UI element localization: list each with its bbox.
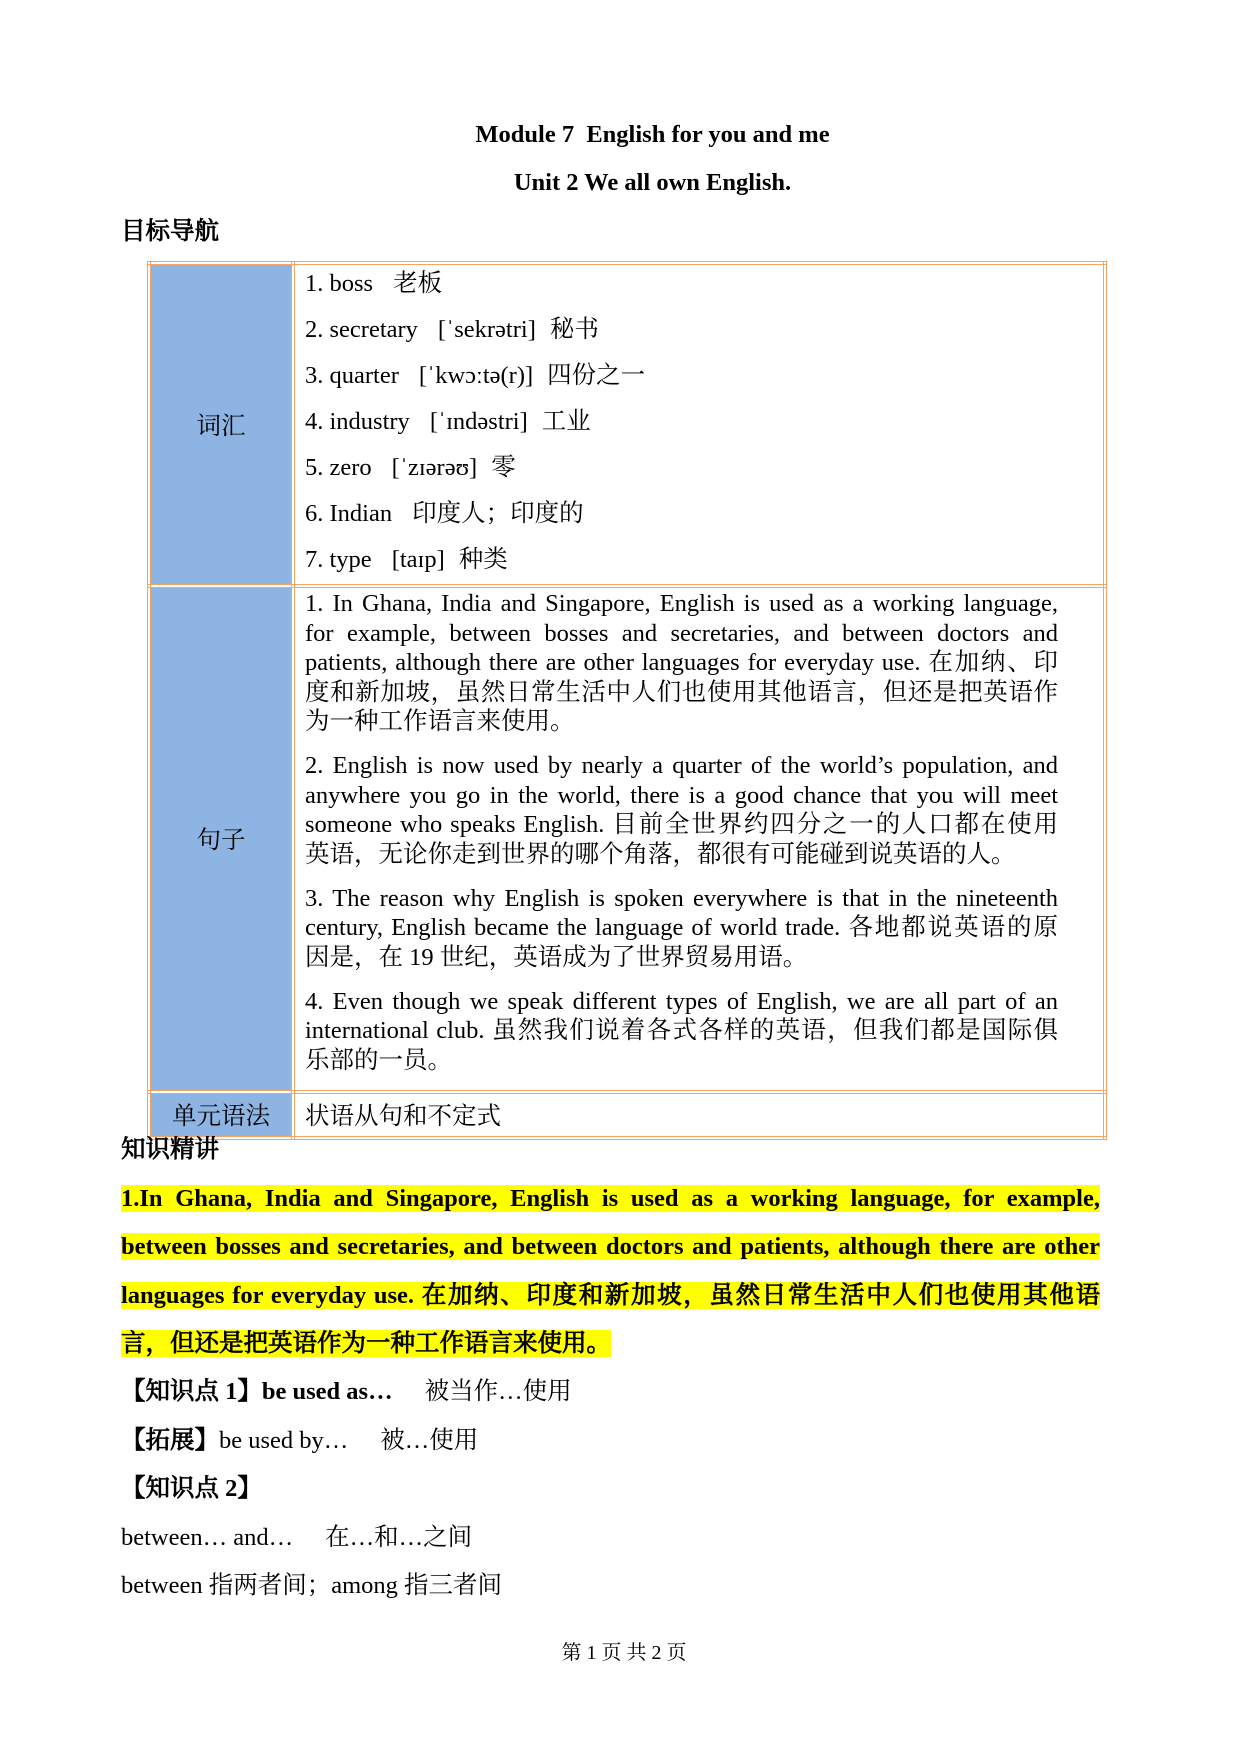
sentence-line: 英语，无论你走到世界的哪个角落，都很有可能碰到说英语的人。 (305, 840, 1016, 868)
sentence-1 (305, 589, 1058, 737)
knowledge-heading: 知识精讲 (121, 1136, 219, 1164)
point-1-label: 【知识点 1】be used as… (121, 1378, 393, 1406)
extend-phrase: be used by… (219, 1426, 349, 1454)
vocab-item (305, 537, 1058, 583)
module-title: Module 7 English for you and me (475, 121, 830, 148)
highlight-text: 1.In Ghana, India and Singapore, English is used as a working language, for example, (121, 1184, 1100, 1212)
sentence-line: 2. English is now used by nearly a quarter of the world’s population, and (305, 752, 1058, 779)
highlight-line (121, 1175, 1100, 1223)
sentences-label-cell (149, 586, 293, 1092)
vocab-term: 6. Indian (305, 500, 393, 527)
vocab-term: 3. quarter (305, 362, 399, 389)
extend-line (121, 1417, 1100, 1465)
vocab-meaning: 四份之一 (547, 362, 646, 389)
highlight-line (121, 1223, 1100, 1271)
point-2-note: between 指两者间；among 指三者间 (121, 1571, 503, 1599)
sentence-line: 为一种工作语言来使用。 (305, 708, 575, 735)
vocab-term: 5. zero (305, 454, 372, 481)
goals-heading: 目标导航 (121, 218, 219, 245)
vocab-meaning: 秘书 (549, 316, 599, 343)
extend-meaning: 被…使用 (380, 1426, 479, 1454)
point-2-phrase-line (121, 1514, 1100, 1562)
vocab-meaning: 种类 (458, 546, 508, 573)
sentence-line: 乐部的一员。 (305, 1046, 452, 1074)
vocab-term: 7. type (305, 546, 372, 573)
sentences-label: 句子 (196, 827, 246, 855)
point-2-label: 【知识点 2】 (121, 1475, 262, 1503)
point-2-phrase: between… and… (121, 1523, 294, 1551)
vocab-term: 1. boss (305, 270, 374, 297)
sentences-row (149, 586, 1105, 1092)
vocab-item (305, 353, 1058, 399)
point-1-meaning: 被当作…使用 (424, 1378, 572, 1406)
sentence-line: 4. Even though we speak different types of English, we are all part of an (305, 987, 1058, 1015)
vocab-list (305, 263, 1058, 583)
sentence-line: 度和新加坡，虽然日常生活中人们也使用其他语言，但还是把英语作 (305, 678, 1058, 706)
point-1-line (121, 1368, 1100, 1416)
vocab-item (305, 445, 1058, 491)
unit-title: Unit 2 We all own English. (513, 169, 792, 196)
highlight-text: 言，但还是把英语作为一种工作语言来使用。 (121, 1329, 611, 1357)
extend-label: 【拓展】 (121, 1426, 219, 1454)
sentence-line: 3. The reason why English is spoken everywhere is that in the nineteenth (305, 884, 1058, 912)
sentence-line: 1. In Ghana, India and Singapore, English is used as a working language, (305, 590, 1058, 617)
vocab-cell (293, 263, 1105, 586)
sentence-3 (305, 884, 1058, 973)
sentence-4 (305, 987, 1058, 1076)
sentence-line: international club. 虽然我们说着各式各样的英语，但我们都是国际俱 (305, 1017, 1058, 1044)
vocab-phonetic: [ˈkwɔːtə(r)] (418, 362, 534, 389)
point-2-line (121, 1465, 1100, 1513)
sentence-line: 因是，在 19 世纪，英语成为了世界贸易用语。 (305, 943, 808, 971)
sentence-line: anywhere you go in the world, there is a good chance that you will meet (305, 781, 1058, 809)
highlight-text: between bosses and secretaries, and between doctors and patients, although there are other (121, 1233, 1100, 1261)
goals-table (147, 261, 1107, 1140)
vocab-phonetic: [ˈɪndəstri] (429, 408, 528, 435)
vocab-label: 词汇 (196, 413, 246, 440)
sentence-line: century, English became the language of world trade. 各地都说英语的原 (305, 914, 1058, 941)
vocab-meaning: 零 (491, 454, 516, 481)
vocab-phonetic: [ˈsekrətri] (437, 316, 536, 343)
sentences-cell (293, 586, 1105, 1092)
vocab-phonetic: [taɪp] (391, 546, 445, 573)
vocab-meaning: 工业 (541, 408, 591, 435)
vocab-term: 4. industry (305, 408, 410, 435)
sentence-line: someone who speaks English. 目前全世界约四分之一的人口都在使用 (305, 811, 1058, 838)
vocab-row (149, 263, 1105, 586)
vocab-item (305, 307, 1058, 353)
vocab-phonetic: [ˈzɪərəʊ] (391, 454, 478, 481)
knowledge-section (121, 1126, 1100, 1610)
grammar-text: 状语从句和不定式 (305, 1103, 501, 1130)
vocab-item (305, 491, 1058, 537)
vocab-meaning: 印度人；印度的 (412, 500, 584, 527)
sentence-line: for example, between bosses and secretaries, and between doctors and (305, 619, 1058, 647)
page-footer: 第 1 页 共 2 页 (561, 1642, 687, 1664)
grammar-label: 单元语法 (172, 1103, 270, 1130)
sentence-line: patients, although there are other languages for everyday use. 在加纳、印 (305, 649, 1058, 676)
highlight-line (121, 1272, 1100, 1320)
vocab-label-cell (149, 263, 293, 586)
vocab-meaning: 老板 (393, 270, 443, 297)
point-2-meaning: 在…和…之间 (325, 1523, 473, 1551)
highlight-line (121, 1320, 1100, 1368)
vocab-item (305, 263, 1058, 307)
vocab-item (305, 399, 1058, 445)
vocab-term: 2. secretary (305, 316, 418, 343)
sentence-2 (305, 751, 1058, 869)
highlight-text: languages for everyday use. 在加纳、印度和新加坡，虽然日常生活中人们也使用其他语 (121, 1281, 1100, 1309)
